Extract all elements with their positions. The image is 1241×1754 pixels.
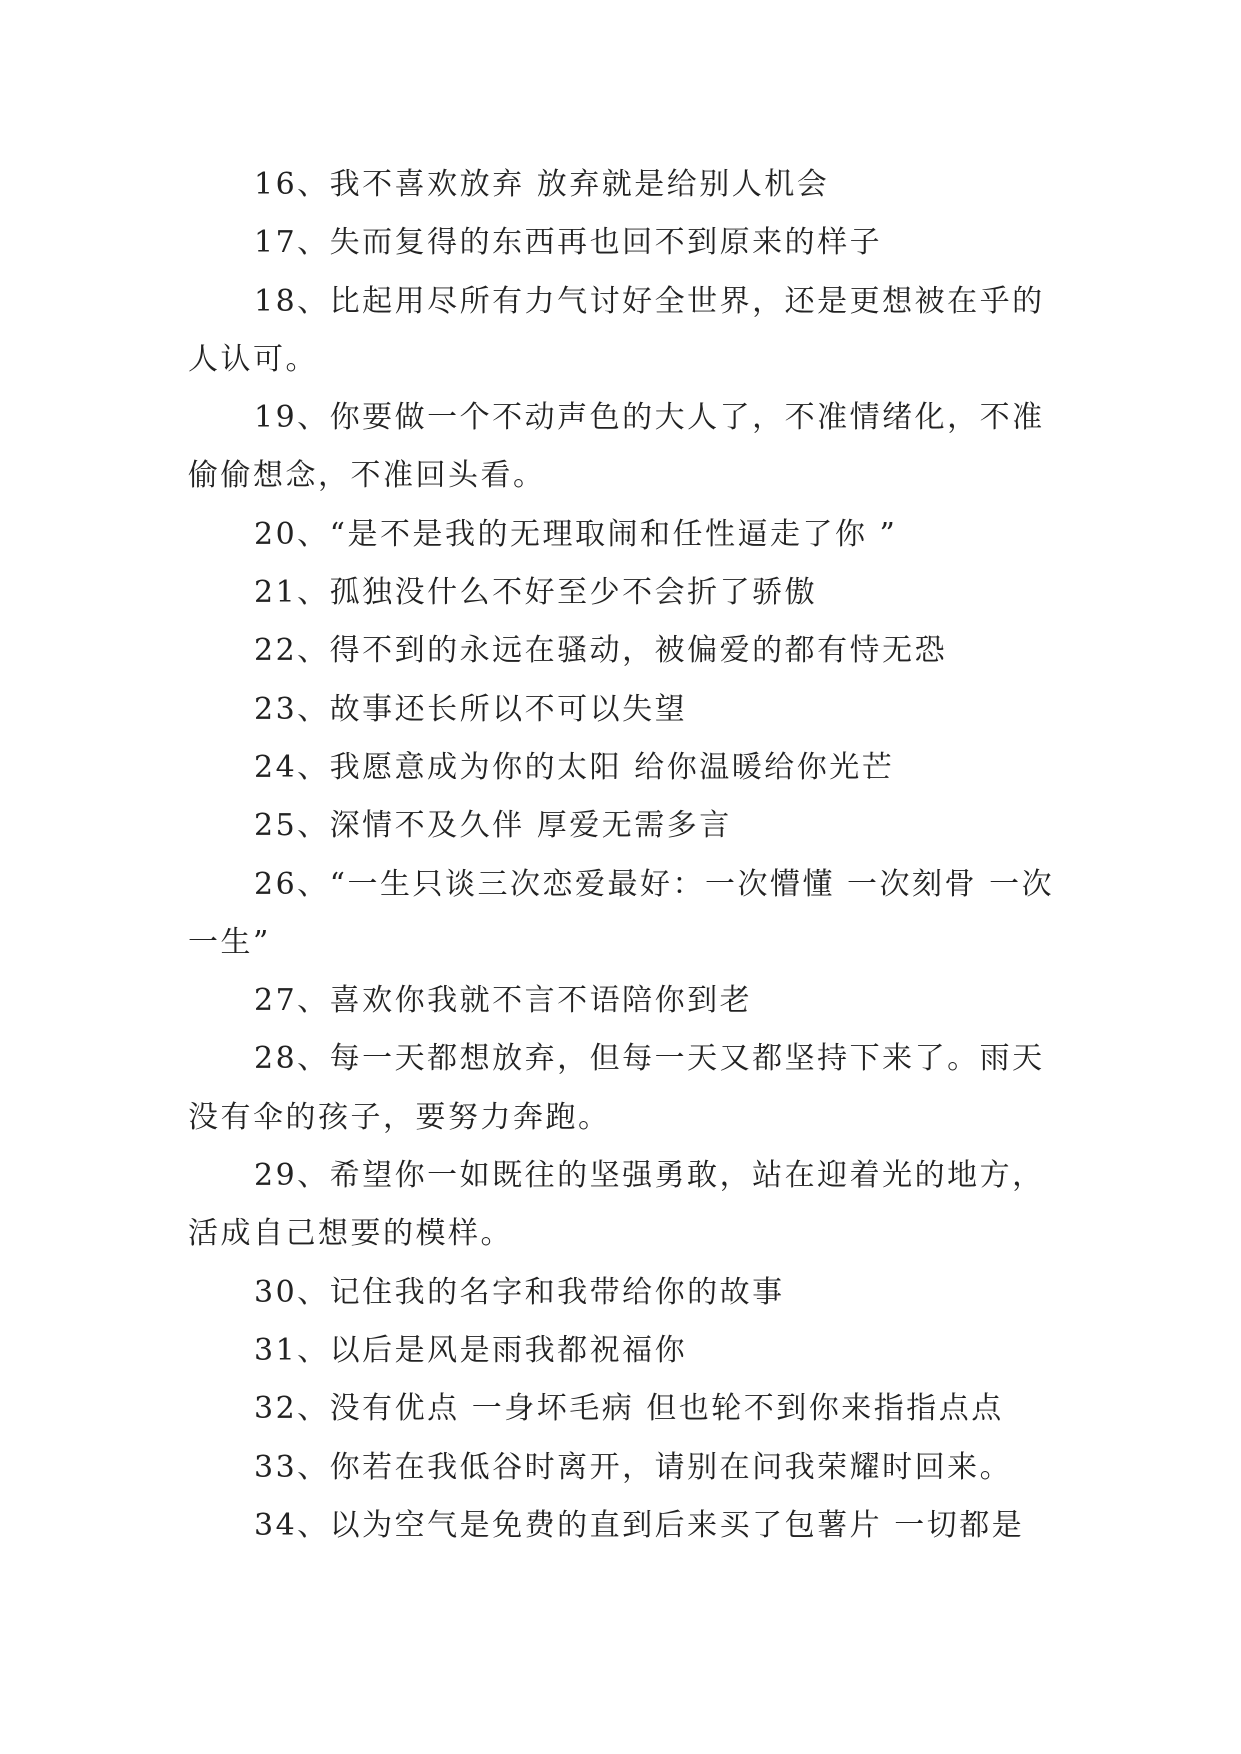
paragraph-26: 26、“一生只谈三次恋爱最好：一次懵懂 一次刻骨 一次一生” [188, 866, 1055, 960]
paragraph-33: 33、你若在我低谷时离开，请别在问我荣耀时回来。 [254, 1449, 1013, 1485]
paragraph-27: 27、喜欢你我就不言不语陪你到老 [254, 983, 753, 1019]
paragraph-16: 16、我不喜欢放弃 放弃就是给别人机会 [254, 167, 830, 202]
paragraph-28: 28、每一天都想放弃，但每一天又都坚持下来了。雨天没有伞的孩子，要努力奔跑。 [188, 1041, 1045, 1135]
paragraph-18: 18、比起用尽所有力气讨好全世界，还是更想被在乎的人认可。 [188, 283, 1045, 377]
paragraph-34: 34、以为空气是免费的直到后来买了包薯片 一切都是 [254, 1507, 1025, 1543]
paragraph-22: 22、得不到的永远在骚动，被偏爱的都有恃无恐 [254, 633, 948, 669]
paragraph-21: 21、孤独没什么不好至少不会折了骄傲 [254, 575, 818, 611]
document-page [188, 0, 1068, 1754]
paragraph-29: 29、希望你一如既往的坚强勇敢，站在迎着光的地方，活成自己想要的模样。 [188, 1158, 1045, 1252]
paragraph-23: 23、故事还长所以不可以失望 [254, 691, 688, 727]
paragraph-24: 24、我愿意成为你的太阳 给你温暖给你光芒 [254, 749, 895, 785]
paragraph-17: 17、失而复得的东西再也回不到原来的样子 [254, 225, 883, 261]
paragraph-25: 25、深情不及久伴 厚爱无需多言 [254, 808, 732, 844]
paragraph-31: 31、以后是风是雨我都祝福你 [254, 1332, 688, 1368]
paragraph-30: 30、记住我的名字和我带给你的故事 [254, 1274, 785, 1310]
paragraph-20: 20、“是不是我的无理取闹和任性逼走了你 ” [254, 516, 898, 552]
document-body [188, 156, 1068, 1555]
paragraph-19: 19、你要做一个不动声色的大人了，不准情绪化，不准偷偷想念，不准回头看。 [188, 400, 1045, 494]
paragraph-32: 32、没有优点 一身坏毛病 但也轮不到你来指指点点 [254, 1391, 1004, 1427]
